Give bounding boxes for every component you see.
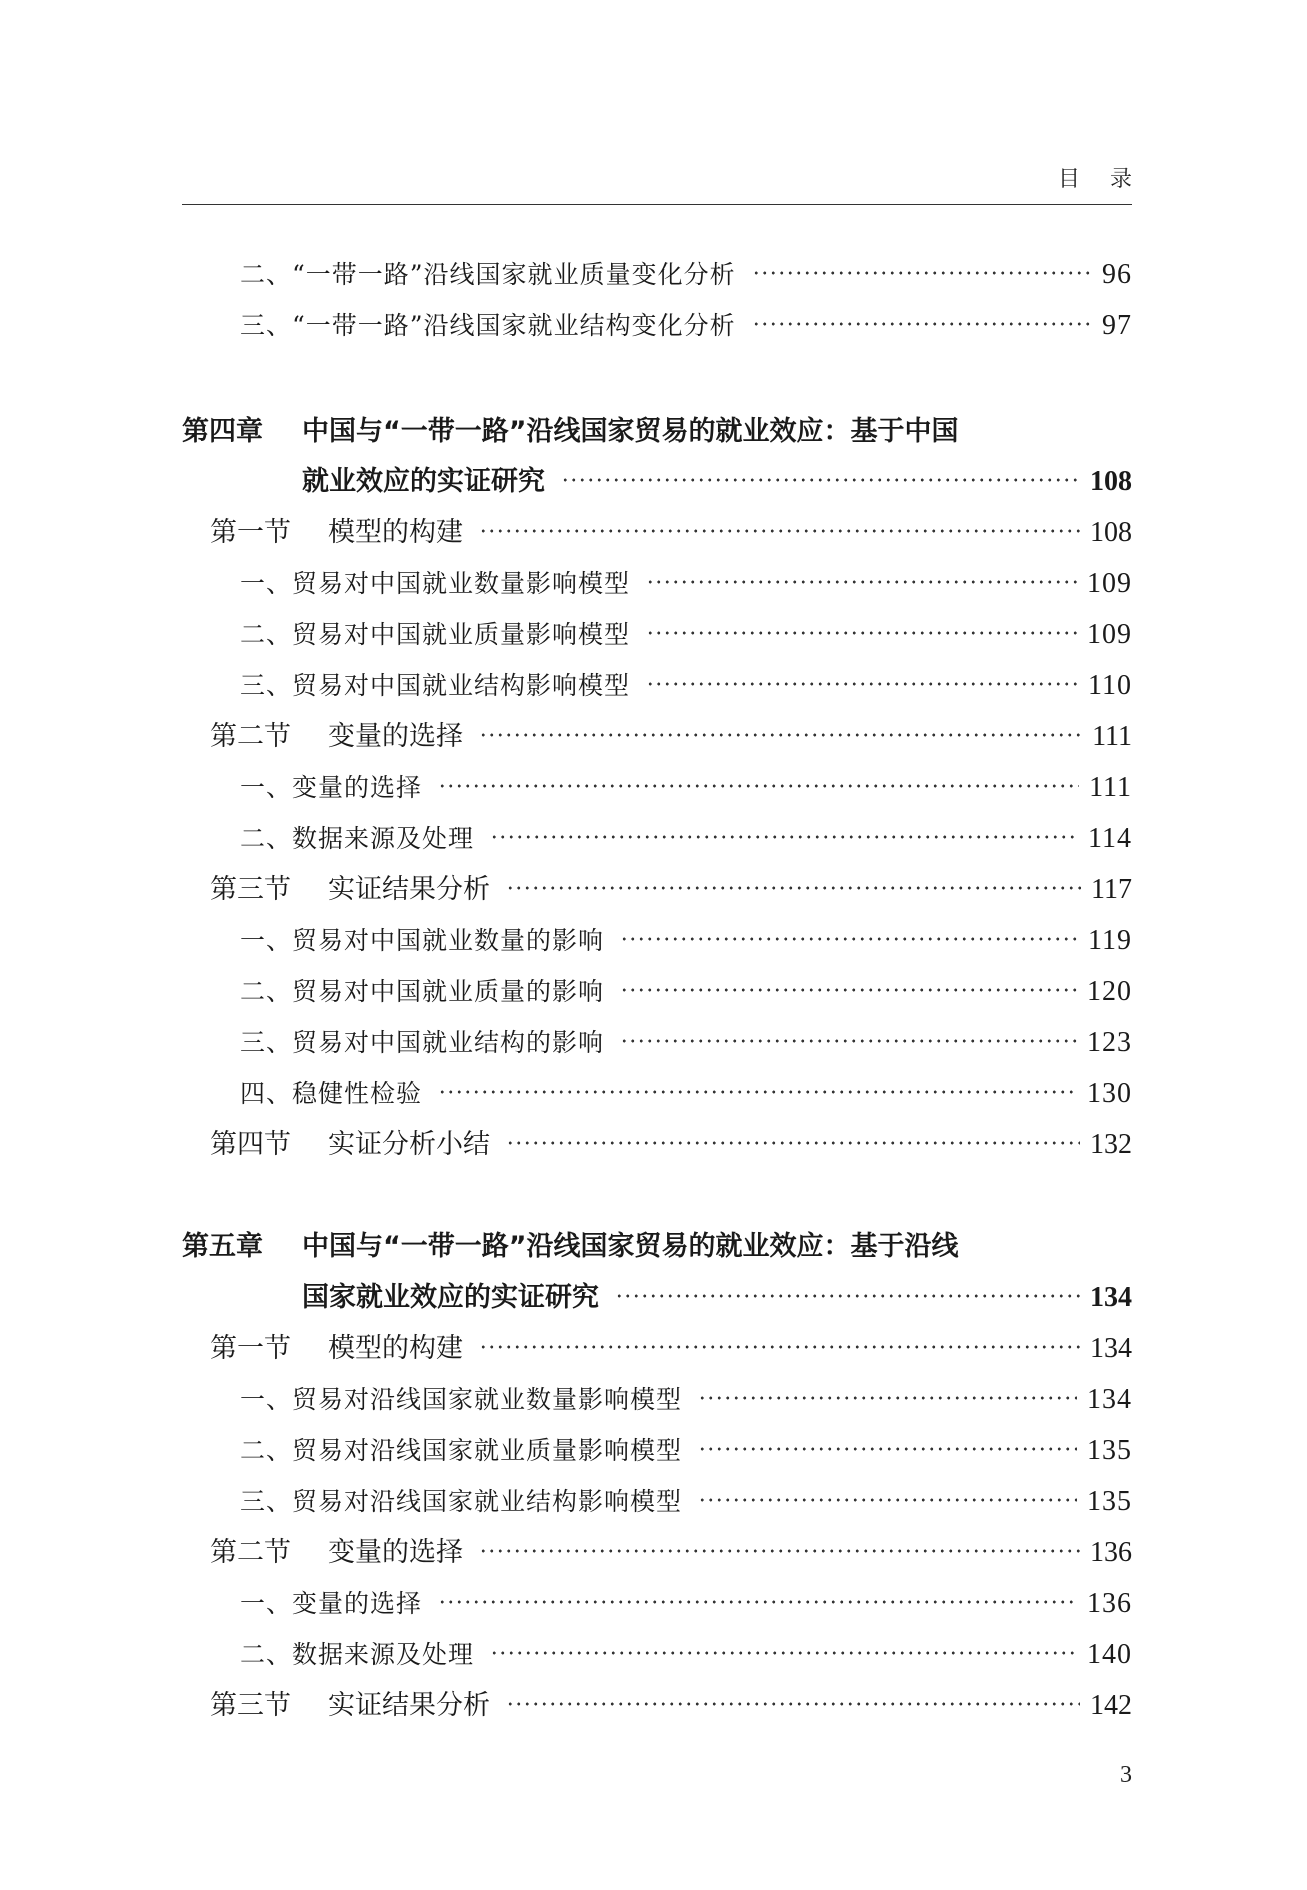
toc-item[interactable] <box>240 1480 1132 1524</box>
toc-label <box>302 460 545 504</box>
dot-leader <box>490 833 1078 841</box>
dot-leader <box>490 1649 1077 1657</box>
toc-chapter[interactable] <box>182 410 1132 454</box>
toc-item[interactable] <box>240 1633 1132 1677</box>
dot-leader <box>620 935 1078 943</box>
toc-page-number: 142 <box>1090 1690 1132 1721</box>
toc-page-number: 134 <box>1090 1333 1132 1364</box>
toc-title: 二、贸易对中国就业质量影响模型 <box>240 620 631 649</box>
toc-item[interactable] <box>240 817 1132 861</box>
toc-label <box>210 1123 490 1167</box>
toc-page-number: 117 <box>1091 874 1132 905</box>
dot-leader <box>506 884 1081 892</box>
section-number: 第二节 <box>210 721 291 752</box>
toc-title: 变量的选择 <box>328 721 463 752</box>
toc-label <box>240 1021 604 1065</box>
toc-label <box>240 253 736 297</box>
toc-page-number: 109 <box>1087 568 1132 599</box>
dot-leader <box>479 527 1080 535</box>
toc-section[interactable] <box>210 1123 1132 1167</box>
toc-title: 三、贸易对沿线国家就业结构影响模型 <box>240 1487 683 1516</box>
toc-page-number: 130 <box>1087 1078 1132 1109</box>
dot-leader <box>698 1496 1077 1504</box>
dot-leader <box>438 782 1079 790</box>
toc-section[interactable] <box>210 868 1132 912</box>
toc-page-number: 134 <box>1090 1282 1132 1313</box>
toc-page-number: 123 <box>1087 1027 1132 1058</box>
toc-title: 实证结果分析 <box>328 1690 490 1721</box>
toc-label <box>240 766 422 810</box>
toc-label <box>240 664 630 708</box>
toc-section[interactable] <box>210 511 1132 555</box>
toc-section[interactable] <box>210 715 1132 759</box>
toc-label <box>210 1327 463 1371</box>
toc-title: 一、变量的选择 <box>240 773 423 802</box>
chapter-number: 第四章 <box>182 416 263 447</box>
section-number: 第四节 <box>210 1129 291 1160</box>
section-number: 第二节 <box>210 1537 291 1568</box>
toc-title: 模型的构建 <box>328 1333 463 1364</box>
toc-label <box>240 817 474 861</box>
toc-title: 中国与“一带一路”沿线国家贸易的就业效应：基于沿线 <box>302 1231 959 1262</box>
dot-leader <box>646 629 1077 637</box>
dot-leader <box>506 1700 1080 1708</box>
toc-page-number: 110 <box>1088 670 1132 701</box>
toc-title: 国家就业效应的实证研究 <box>302 1282 599 1313</box>
toc-page-number: 114 <box>1088 823 1132 854</box>
dot-leader <box>506 1139 1080 1147</box>
toc-chapter[interactable] <box>182 1225 1132 1269</box>
toc-title: 实证结果分析 <box>328 874 490 905</box>
toc-item[interactable] <box>240 1021 1132 1065</box>
section-number: 第三节 <box>210 1690 291 1721</box>
dot-leader <box>479 1547 1080 1555</box>
dot-leader <box>698 1445 1077 1453</box>
toc-title: 一、贸易对中国就业数量影响模型 <box>240 569 631 598</box>
toc-label <box>240 1582 422 1626</box>
toc-page-number: 111 <box>1092 721 1132 752</box>
toc-chapter-continuation[interactable] <box>302 460 1132 504</box>
toc-label <box>210 715 463 759</box>
dot-leader <box>479 731 1082 739</box>
toc-item[interactable] <box>240 1072 1132 1116</box>
toc-title: 二、“一带一路”沿线国家就业质量变化分析 <box>240 260 736 289</box>
toc-page-number: 136 <box>1090 1537 1132 1568</box>
toc-item[interactable] <box>240 970 1132 1014</box>
dot-leader <box>479 1343 1080 1351</box>
toc-item[interactable] <box>240 1378 1132 1422</box>
toc-page-number: 132 <box>1090 1129 1132 1160</box>
toc-label <box>182 410 959 454</box>
toc-page-number: 111 <box>1089 772 1132 803</box>
toc-section[interactable] <box>210 1327 1132 1371</box>
toc-page-number: 135 <box>1087 1486 1132 1517</box>
toc-title: 一、贸易对沿线国家就业数量影响模型 <box>240 1385 683 1414</box>
toc-title: 二、数据来源及处理 <box>240 1640 475 1669</box>
toc-title: 一、变量的选择 <box>240 1589 423 1618</box>
toc-label <box>240 1072 422 1116</box>
toc-label <box>302 1276 599 1320</box>
dot-leader <box>698 1394 1077 1402</box>
toc-title: 三、贸易对中国就业结构的影响 <box>240 1028 605 1057</box>
toc-page-number: 136 <box>1087 1588 1132 1619</box>
running-head <box>182 160 1162 205</box>
toc-section[interactable] <box>210 1684 1132 1728</box>
toc-title: 模型的构建 <box>328 517 463 548</box>
toc-label <box>240 1480 682 1524</box>
toc-label <box>210 1531 463 1575</box>
toc-page-number: 120 <box>1087 976 1132 1007</box>
dot-leader <box>646 578 1077 586</box>
toc-title: 三、贸易对中国就业结构影响模型 <box>240 671 631 700</box>
toc-label <box>240 304 736 348</box>
dot-leader <box>620 1037 1077 1045</box>
toc-title: 三、“一带一路”沿线国家就业结构变化分析 <box>240 311 736 340</box>
toc-label <box>240 1633 474 1677</box>
toc-page-number: 108 <box>1090 466 1132 497</box>
toc-label <box>240 970 604 1014</box>
toc-title: 实证分析小结 <box>328 1129 490 1160</box>
section-number: 第一节 <box>210 517 291 548</box>
toc-title: 二、贸易对沿线国家就业质量影响模型 <box>240 1436 683 1465</box>
toc-page-number: 119 <box>1088 925 1132 956</box>
toc-title: 二、数据来源及处理 <box>240 824 475 853</box>
toc-label <box>240 562 630 606</box>
toc-item[interactable] <box>240 613 1132 657</box>
section-number: 第一节 <box>210 1333 291 1364</box>
toc-label <box>210 1684 490 1728</box>
toc-item[interactable] <box>240 253 1132 297</box>
toc-page-number: 108 <box>1090 517 1132 548</box>
toc-label <box>240 613 630 657</box>
toc-title: 变量的选择 <box>328 1537 463 1568</box>
toc-label <box>210 511 463 555</box>
toc-label <box>240 1378 682 1422</box>
toc-item[interactable] <box>240 562 1132 606</box>
toc-label <box>240 919 604 963</box>
toc-title: 中国与“一带一路”沿线国家贸易的就业效应：基于中国 <box>302 416 959 447</box>
toc-item[interactable] <box>240 766 1132 810</box>
toc-page-number: 135 <box>1087 1435 1132 1466</box>
toc-page-number: 134 <box>1087 1384 1132 1415</box>
page-number: 3 <box>1120 1762 1132 1788</box>
toc-title: 一、贸易对中国就业数量的影响 <box>240 926 605 955</box>
toc-title: 二、贸易对中国就业质量的影响 <box>240 977 605 1006</box>
dot-leader <box>438 1598 1077 1606</box>
chapter-number: 第五章 <box>182 1231 263 1262</box>
toc-item[interactable] <box>240 919 1132 963</box>
toc-item[interactable] <box>240 1429 1132 1473</box>
dot-leader <box>561 476 1080 484</box>
toc-title: 就业效应的实证研究 <box>302 466 545 497</box>
toc-title: 四、稳健性检验 <box>240 1079 423 1108</box>
running-head-title: 目录 <box>1057 167 1162 192</box>
section-number: 第三节 <box>210 874 291 905</box>
toc-page-number: 97 <box>1102 310 1132 341</box>
toc-label <box>240 1429 682 1473</box>
dot-leader <box>646 680 1078 688</box>
toc-page-number: 140 <box>1087 1639 1132 1670</box>
toc-page-number: 96 <box>1102 259 1132 290</box>
toc-page-number: 109 <box>1087 619 1132 650</box>
toc-label <box>210 868 490 912</box>
dot-leader <box>620 986 1077 994</box>
dot-leader <box>615 1292 1080 1300</box>
toc-chapter-continuation[interactable] <box>302 1276 1132 1320</box>
dot-leader <box>438 1088 1077 1096</box>
dot-leader <box>752 269 1092 277</box>
toc-section[interactable] <box>210 1531 1132 1575</box>
toc-label <box>182 1225 959 1269</box>
toc-item[interactable] <box>240 664 1132 708</box>
toc-item[interactable] <box>240 304 1132 348</box>
toc-item[interactable] <box>240 1582 1132 1626</box>
dot-leader <box>752 320 1092 328</box>
